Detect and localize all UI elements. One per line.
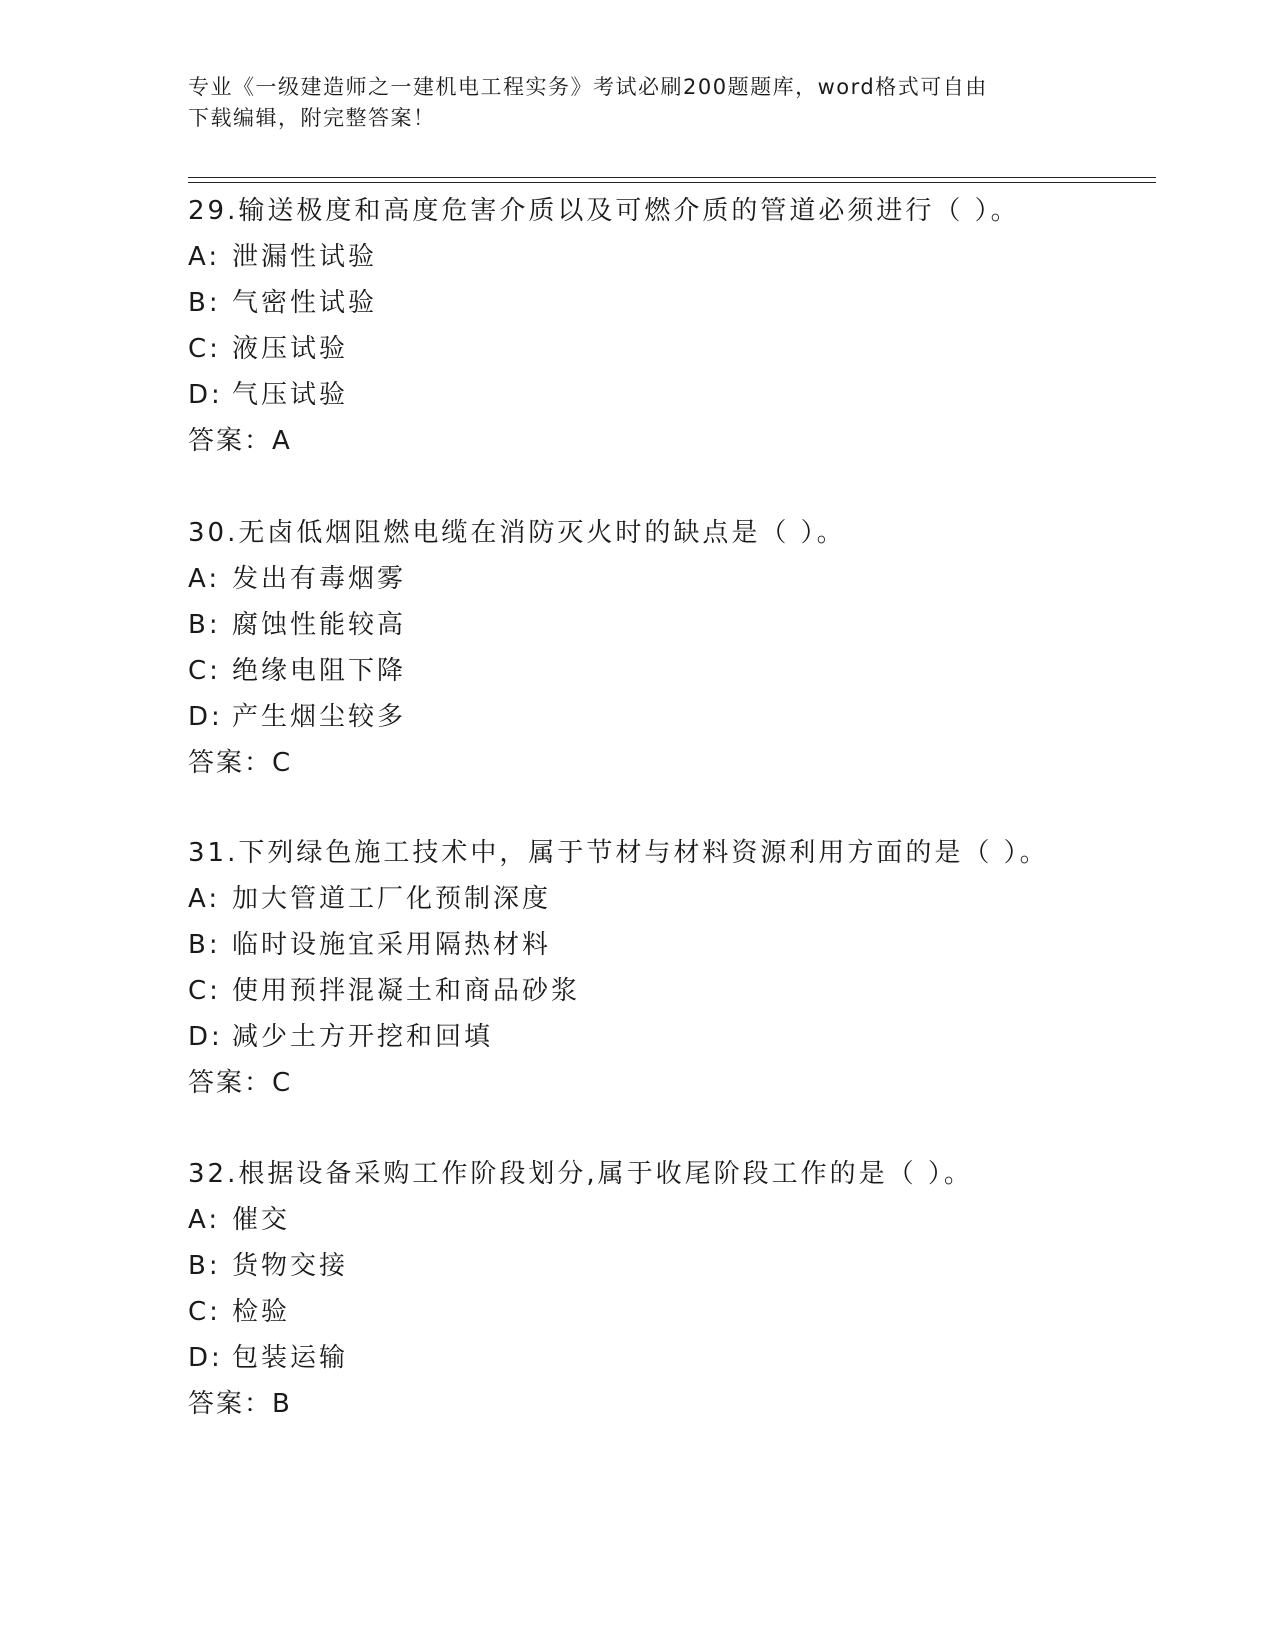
option-text: 气密性试验 [232,288,378,318]
option-text: 催交 [232,1205,291,1235]
option-b [188,930,1148,960]
document-header [188,72,1068,134]
option-b [188,610,1148,640]
option-text: 货物交接 [232,1251,349,1281]
option-letter: D: [188,702,223,732]
answer-label: 答案：C [188,1068,293,1098]
option-a [188,242,1148,272]
option-letter: C: [188,656,221,686]
option-a [188,884,1148,914]
option-text: 绝缘电阻下降 [232,656,407,686]
option-letter: A: [188,242,221,272]
option-d [188,1343,1148,1373]
header-line-2: 下载编辑，附完整答案！ [188,106,436,130]
option-a [188,1205,1148,1235]
header-divider-top [188,177,1156,178]
option-letter: C: [188,1297,221,1327]
option-d [188,380,1148,410]
question-31 [188,838,1148,1098]
option-text: 检验 [232,1297,291,1327]
option-text: 泄漏性试验 [232,242,378,272]
option-letter: D: [188,1022,223,1052]
option-text: 气压试验 [232,380,349,410]
option-c [188,976,1148,1006]
option-d [188,1022,1148,1052]
option-text: 临时设施宜采用隔热材料 [232,930,552,960]
option-text: 使用预拌混凝土和商品砂浆 [232,976,581,1006]
question-stem: 31.下列绿色施工技术中，属于节材与材料资源利用方面的是（ ）。 [188,838,1049,868]
option-letter: A: [188,884,221,914]
option-c [188,1297,1148,1327]
option-text: 腐蚀性能较高 [232,610,407,640]
option-text: 减少土方开挖和回填 [232,1022,494,1052]
option-letter: C: [188,334,221,364]
option-letter: B: [188,610,221,640]
question-stem: 30.无卤低烟阻燃电缆在消防灭火时的缺点是（ ）。 [188,518,846,548]
option-letter: B: [188,1251,221,1281]
question-30 [188,518,1148,778]
answer-label: 答案：B [188,1389,292,1419]
option-d [188,702,1148,732]
option-letter: A: [188,1205,221,1235]
question-32 [188,1159,1148,1419]
option-letter: C: [188,976,221,1006]
option-letter: B: [188,288,221,318]
option-text: 产生烟尘较多 [232,702,407,732]
header-divider-bottom [188,182,1156,183]
option-a [188,564,1148,594]
option-text: 加大管道工厂化预制深度 [232,884,552,914]
option-letter: A: [188,564,221,594]
header-line-1: 专业《一级建造师之一建机电工程实务》考试必刷200题题库，word格式可自由 [188,75,988,99]
option-b [188,288,1148,318]
option-c [188,334,1148,364]
option-c [188,656,1148,686]
option-letter: B: [188,930,221,960]
question-stem: 32.根据设备采购工作阶段划分,属于收尾阶段工作的是（ ）。 [188,1159,973,1189]
option-text: 包装运输 [232,1343,349,1373]
answer-label: 答案：A [188,426,292,456]
option-b [188,1251,1148,1281]
question-29 [188,196,1148,456]
option-text: 发出有毒烟雾 [232,564,407,594]
option-letter: D: [188,1343,223,1373]
option-letter: D: [188,380,223,410]
answer-label: 答案：C [188,748,293,778]
option-text: 液压试验 [232,334,349,364]
question-stem: 29.输送极度和高度危害介质以及可燃介质的管道必须进行（ ）。 [188,196,1020,226]
